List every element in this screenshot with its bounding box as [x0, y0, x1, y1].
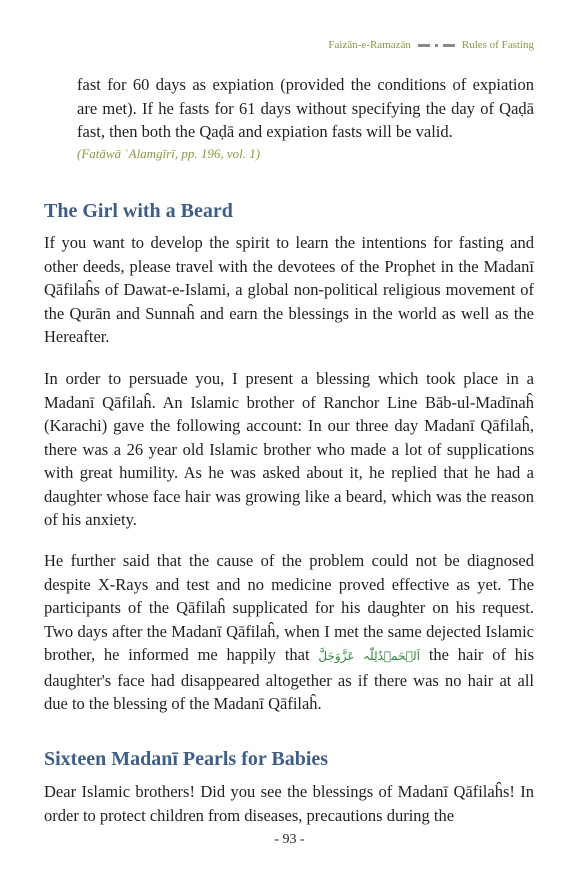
- arabic-phrase: اَلۡحَمۡدُلِلّٰہ عَزَّوَجَلَّ: [318, 649, 420, 663]
- chapter-title: Rules of Fasting: [461, 39, 534, 51]
- continuation-text: fast for 60 days as expiation (provided the conditions of expiation are met). If he fasts for 61 days without specifying the day of Qaḍā fast, then both the Qaḍā and expiation fasts will be valid.: [77, 75, 534, 141]
- continuation-paragraph: [77, 73, 534, 164]
- paragraph: In order to persuade you, I present a blessing which took place in a Madanī Qāfilaĥ. An Islamic brother of Ranchor Line Bāb-ul-Madīnaĥ (Karachi) gave the following account: In our three day Madanī Qāfilaĥ, there was a 26 year old Islamic brother who made a lot of supplications with great humility. As he was asked about it, he replied that he had a daughter whose face hair was growing like a beard, which was the reason of his anxiety.: [44, 369, 534, 529]
- running-header: [328, 39, 534, 51]
- paragraph: [44, 549, 534, 716]
- section-heading-madani-pearls: Sixteen Madanī Pearls for Babies: [44, 748, 329, 770]
- paragraph-text: the hair of his daughter's face had disappeared altogether as if there was no hair at all due to the blessing of the Madanī Qāfilaĥ.: [44, 645, 535, 713]
- section-heading-girl-with-beard: The Girl with a Beard: [44, 200, 233, 222]
- book-title: Faizān-e-Ramazān: [328, 39, 411, 51]
- header-separator: [418, 44, 455, 47]
- page-number: - 93 -: [274, 832, 305, 847]
- paragraph: If you want to develop the spirit to learn the intentions for fasting and other deeds, please travel with the devotees of the Prophet in the Madanī Qāfilaĥs of Dawat-e-Islami, a global non-political religious movement of the Qurān and Sunnaĥ and earn the blessings in the world as well as the Hereafter.: [44, 233, 534, 346]
- paragraph: Dear Islamic brothers! Did you see the blessings of Madanī Qāfilaĥs! In order to protect children from diseases, precautions during the: [44, 782, 534, 825]
- paragraph-text: He further said that the cause of the problem could not be diagnosed despite X-Rays and test and no medicine proved effective as yet. The participants of the Qāfilaĥ supplicated for his daughter on his request. Two days after the Madanī Qāfilaĥ, when I met the same dejected Islamic brother, he informed me happily that: [44, 551, 534, 664]
- citation: (Fatāwā ʿAlamgīrī, pp. 196, vol. 1): [77, 145, 261, 161]
